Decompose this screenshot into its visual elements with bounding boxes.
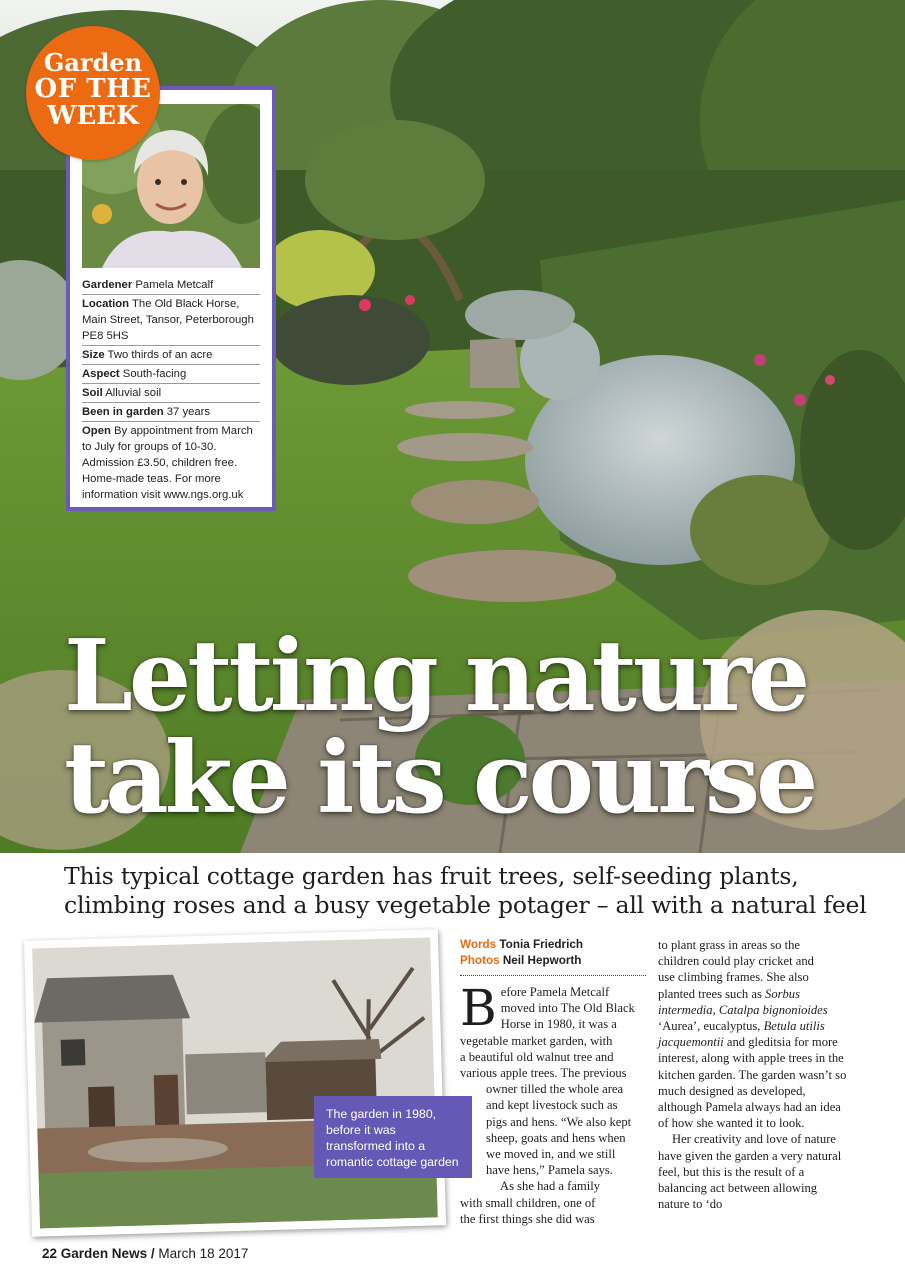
plant-name-catalpa: Catalpa bignonioides — [718, 1002, 828, 1017]
old-photo-1980 — [24, 929, 446, 1236]
article-line: pigs and hens. “We also kept — [486, 1114, 632, 1129]
garden-info-list — [82, 276, 260, 504]
info-label: Soil — [82, 387, 103, 399]
old-farmhouse-illustration — [32, 937, 438, 1228]
article-paragraph-2-start — [460, 1178, 646, 1194]
article-paragraph-1 — [460, 979, 646, 1081]
issue-date: March 18 2017 — [158, 1246, 249, 1261]
article-paragraph-1-cont — [460, 1081, 646, 1178]
article-paragraph-4: Her creativity and love of nature have given the garden a very natural feel, but this is the result of a balancing act between allowing nature to ‘do — [658, 1132, 842, 1212]
info-value: The Old Black Horse, Main Street, Tansor, Peterborough PE8 5HS — [82, 298, 254, 342]
caption-line-4: romantic cottage garden — [326, 1155, 459, 1169]
info-row-gardener — [82, 276, 260, 295]
article-paragraph-2 — [460, 1195, 646, 1227]
info-row-size — [82, 346, 260, 365]
caption-line-2: before it was — [326, 1123, 396, 1137]
words-label: Words — [460, 938, 497, 951]
info-row-aspect — [82, 365, 260, 384]
article-line: a beautiful old walnut tree and — [460, 1049, 614, 1064]
article-line: children could play cricket and — [658, 954, 814, 969]
article-line: to plant grass in areas so the — [658, 938, 800, 952]
info-label: Been in garden — [82, 406, 164, 418]
article-line: various apple trees. The previous — [460, 1066, 627, 1081]
article-column-1 — [460, 937, 646, 1227]
article-line: vegetable market garden, with — [460, 1033, 613, 1048]
article-line: As she had a family — [500, 1179, 601, 1194]
info-label: Open — [82, 425, 111, 437]
article-text: , — [712, 1002, 719, 1017]
info-label: Location — [82, 298, 130, 310]
article-paragraph-3 — [658, 937, 848, 1131]
info-label: Size — [82, 349, 105, 361]
article-standfirst — [64, 862, 884, 920]
garden-of-the-week-badge — [26, 26, 160, 160]
caption-line-3: transformed into a — [326, 1139, 426, 1153]
plant-name-sorbus: Sorbus intermedia — [658, 986, 801, 1017]
badge-line-1: Garden — [43, 48, 143, 77]
article-line: sheep, goats and hens when — [486, 1130, 626, 1145]
badge-line-3: WEEK — [47, 101, 139, 131]
article-line: moved into The Old Black — [500, 1001, 635, 1016]
article-credits — [460, 937, 646, 976]
headline-line-1: Letting nature — [64, 619, 807, 734]
info-row-been-in-garden — [82, 403, 260, 422]
article-line: have hens,” Pamela says. — [486, 1163, 613, 1178]
article-line: with small children, one of — [460, 1195, 596, 1210]
info-row-soil — [82, 384, 260, 403]
photos-label: Photos — [460, 954, 500, 967]
photos-credit — [460, 953, 646, 969]
info-value: South-facing — [119, 368, 187, 380]
page-number: 22 — [42, 1246, 58, 1261]
article-line: planted trees such as — [658, 986, 766, 1001]
info-value: Pamela Metcalf — [132, 279, 214, 291]
info-label: Aspect — [82, 368, 120, 380]
page-folio — [42, 1246, 248, 1261]
magazine-name: Garden News — [60, 1246, 148, 1261]
info-row-open — [82, 422, 260, 504]
old-photo-image — [32, 937, 438, 1228]
standfirst-line-1: This typical cottage garden has fruit trees, self-seeding plants, — [64, 862, 799, 890]
info-value: 37 years — [163, 406, 211, 418]
drop-cap: B — [460, 979, 497, 1037]
article-line: owner tilled the whole area — [486, 1082, 624, 1097]
article-text: ‘Aurea’, eucalyptus, — [658, 1019, 764, 1034]
headline-line-2: take its course — [64, 721, 815, 836]
info-label: Gardener — [82, 279, 133, 291]
info-value: Alluvial soil — [102, 387, 162, 399]
article-line: the first things she did was — [460, 1211, 595, 1226]
article-line: Horse in 1980, it was a — [500, 1017, 617, 1032]
words-value: Tonia Friedrich — [496, 938, 583, 951]
caption-line-1: The garden in 1980, — [326, 1107, 437, 1121]
article-line: and kept livestock such as — [486, 1098, 618, 1113]
photo-caption — [314, 1096, 472, 1178]
photos-value: Neil Hepworth — [499, 954, 582, 967]
standfirst-line-2: climbing roses and a busy vegetable potager – all with a natural feel — [64, 891, 867, 919]
article-column-2 — [658, 937, 848, 1212]
info-value: Two thirds of an acre — [104, 349, 213, 361]
article-line: use climbing frames. She also — [658, 970, 809, 985]
words-credit — [460, 937, 646, 953]
article-line: efore Pamela Metcalf — [500, 985, 610, 999]
plant-name-betula: Betula utilis jacquemontii — [658, 1019, 825, 1050]
article-headline — [64, 619, 904, 836]
info-value: By appointment from March to July for groups of 10-30. Admission £3.50, children free. Home-made teas. For more information visit www.ngs.org.uk — [82, 425, 253, 501]
article-text: and gleditsia for more interest, along with apple trees in the kitchen garden. The garden wasn’t so much designed as developed, although Pamela always had an idea of how she wanted it to look. — [658, 1035, 847, 1131]
folio-separator: / — [147, 1246, 159, 1261]
badge-line-2: OF THE — [34, 74, 152, 104]
article-line: we moved in, and we still — [486, 1147, 616, 1162]
info-row-location — [82, 295, 260, 346]
